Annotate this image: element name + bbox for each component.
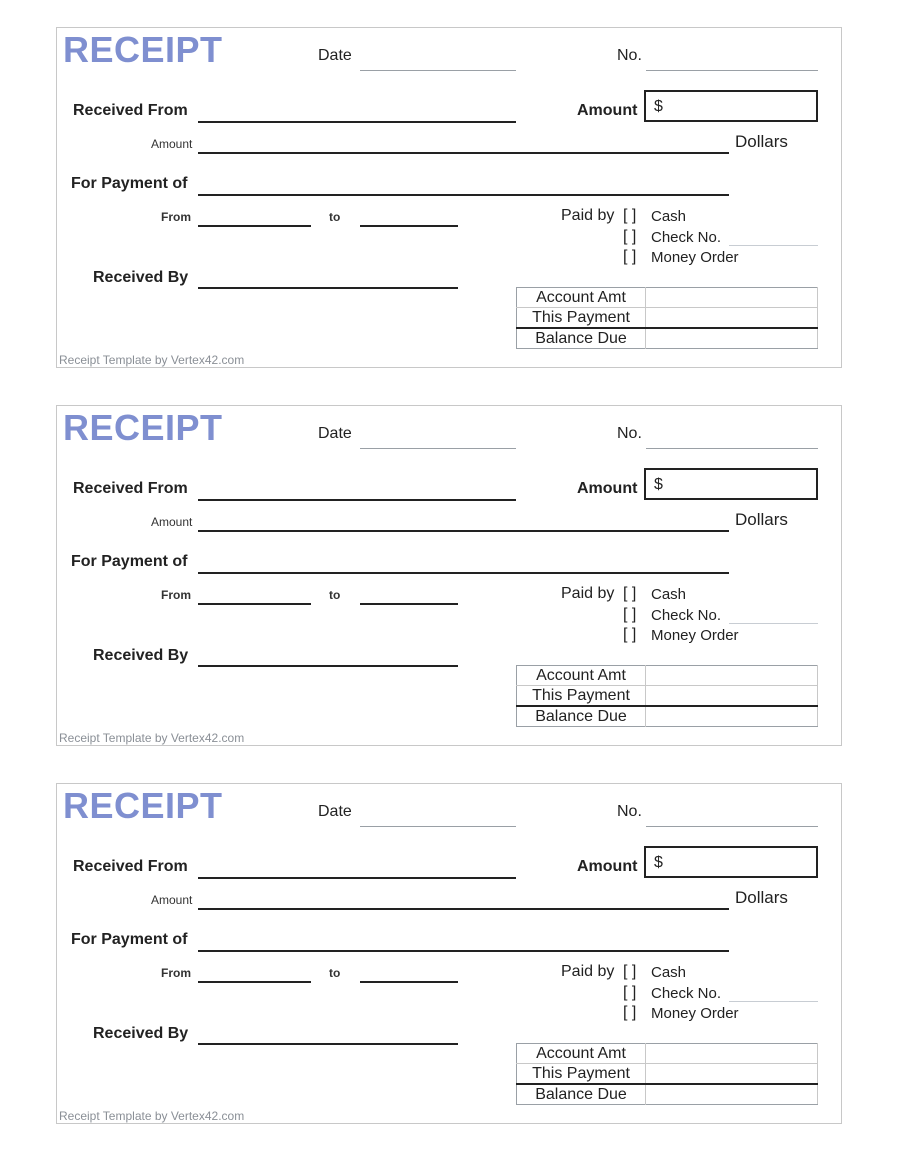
money-order-option: Money Order (651, 1005, 739, 1022)
dollars-label: Dollars (735, 510, 788, 529)
this-payment-value[interactable] (646, 686, 818, 707)
check-number-field[interactable] (729, 1001, 818, 1002)
dollars-label: Dollars (735, 888, 788, 907)
received-from-label: Received From (73, 480, 188, 497)
paid-by-label: Paid by (561, 207, 615, 224)
amount-words-label: Amount (151, 893, 193, 907)
check-number-field[interactable] (729, 623, 818, 624)
cash-option: Cash (651, 964, 687, 981)
check-number-field[interactable] (729, 245, 818, 246)
number-field[interactable] (646, 448, 818, 449)
date-label: Date (318, 803, 352, 820)
received-by-field[interactable] (198, 665, 458, 667)
paid-by-label: Paid by (561, 585, 615, 602)
amount-words-field[interactable] (198, 530, 729, 532)
cash-checkbox[interactable]: [ ] (623, 585, 637, 602)
account-amt-label: Account Amt (517, 666, 646, 686)
money-order-checkbox[interactable]: [ ] (623, 248, 637, 265)
money-order-checkbox[interactable]: [ ] (623, 1004, 637, 1021)
this-payment-row (517, 308, 818, 329)
amount-label: Amount (577, 102, 638, 119)
amount-label: Amount (577, 480, 638, 497)
balance-due-label: Balance Due (517, 706, 646, 727)
balance-due-row (517, 1084, 818, 1105)
dollar-sign: $ (654, 476, 663, 493)
to-field[interactable] (360, 981, 458, 983)
money-order-option: Money Order (651, 627, 739, 644)
received-by-field[interactable] (198, 287, 458, 289)
date-label: Date (318, 425, 352, 442)
number-label: No. (617, 47, 642, 64)
amount-words-field[interactable] (198, 908, 729, 910)
this-payment-label: This Payment (517, 686, 646, 707)
receipt-title: RECEIPT (63, 785, 223, 826)
for-payment-label: For Payment of (71, 553, 188, 570)
received-from-label: Received From (73, 102, 188, 119)
balance-due-value[interactable] (646, 328, 818, 349)
account-amt-label: Account Amt (517, 1044, 646, 1064)
received-from-label: Received From (73, 858, 188, 875)
balance-due-label: Balance Due (517, 1084, 646, 1105)
money-order-option: Money Order (651, 249, 739, 266)
received-from-field[interactable] (198, 499, 516, 501)
account-amt-value[interactable] (646, 288, 818, 308)
receipt-title: RECEIPT (63, 29, 223, 70)
to-field[interactable] (360, 603, 458, 605)
balance-table (516, 1043, 818, 1105)
account-amt-value[interactable] (646, 666, 818, 686)
from-label: From (161, 210, 191, 224)
balance-due-value[interactable] (646, 1084, 818, 1105)
balance-due-label: Balance Due (517, 328, 646, 349)
amount-field[interactable] (644, 846, 818, 878)
check-option: Check No. (651, 229, 722, 246)
dollar-sign: $ (654, 98, 663, 115)
for-payment-label: For Payment of (71, 175, 188, 192)
amount-words-label: Amount (151, 137, 193, 151)
balance-table (516, 665, 818, 727)
dollar-sign: $ (654, 854, 663, 871)
date-field[interactable] (360, 70, 516, 71)
amount-words-label: Amount (151, 515, 193, 529)
account-amt-value[interactable] (646, 1044, 818, 1064)
amount-words-field[interactable] (198, 152, 729, 154)
dollars-label: Dollars (735, 132, 788, 151)
date-field[interactable] (360, 448, 516, 449)
for-payment-field[interactable] (198, 194, 729, 196)
date-label: Date (318, 47, 352, 64)
number-label: No. (617, 803, 642, 820)
this-payment-label: This Payment (517, 308, 646, 329)
footer-credit: Receipt Template by Vertex42.com (59, 731, 245, 745)
check-checkbox[interactable]: [ ] (623, 228, 637, 245)
number-label: No. (617, 425, 642, 442)
receipt-form (56, 27, 842, 368)
this-payment-value[interactable] (646, 308, 818, 329)
this-payment-row (517, 686, 818, 707)
check-checkbox[interactable]: [ ] (623, 606, 637, 623)
check-option: Check No. (651, 607, 722, 624)
from-field[interactable] (198, 225, 311, 227)
balance-table (516, 287, 818, 349)
from-label: From (161, 588, 191, 602)
amount-label: Amount (577, 858, 638, 875)
for-payment-label: For Payment of (71, 931, 188, 948)
date-field[interactable] (360, 826, 516, 827)
received-by-label: Received By (93, 269, 189, 286)
account-amt-row (517, 288, 818, 308)
amount-field[interactable] (644, 90, 818, 122)
receipt-form (56, 783, 842, 1124)
to-field[interactable] (360, 225, 458, 227)
for-payment-field[interactable] (198, 950, 729, 952)
balance-due-value[interactable] (646, 706, 818, 727)
received-by-label: Received By (93, 1025, 189, 1042)
this-payment-value[interactable] (646, 1064, 818, 1085)
from-label: From (161, 966, 191, 980)
footer-credit: Receipt Template by Vertex42.com (59, 1109, 245, 1123)
receipt-form (56, 405, 842, 746)
footer-credit: Receipt Template by Vertex42.com (59, 353, 245, 367)
received-by-field[interactable] (198, 1043, 458, 1045)
account-amt-label: Account Amt (517, 288, 646, 308)
from-field[interactable] (198, 603, 311, 605)
number-field[interactable] (646, 70, 818, 71)
to-label: to (329, 966, 341, 980)
receipt-title: RECEIPT (63, 407, 223, 448)
for-payment-field[interactable] (198, 572, 729, 574)
cash-checkbox[interactable]: [ ] (623, 963, 637, 980)
to-label: to (329, 588, 341, 602)
account-amt-row (517, 1044, 818, 1064)
balance-due-row (517, 706, 818, 727)
account-amt-row (517, 666, 818, 686)
received-from-field[interactable] (198, 121, 516, 123)
from-field[interactable] (198, 981, 311, 983)
amount-field[interactable] (644, 468, 818, 500)
balance-due-row (517, 328, 818, 349)
cash-checkbox[interactable]: [ ] (623, 207, 637, 224)
paid-by-label: Paid by (561, 963, 615, 980)
number-field[interactable] (646, 826, 818, 827)
check-checkbox[interactable]: [ ] (623, 984, 637, 1001)
received-from-field[interactable] (198, 877, 516, 879)
received-by-label: Received By (93, 647, 189, 664)
money-order-checkbox[interactable]: [ ] (623, 626, 637, 643)
to-label: to (329, 210, 341, 224)
cash-option: Cash (651, 208, 687, 225)
this-payment-row (517, 1064, 818, 1085)
check-option: Check No. (651, 985, 722, 1002)
this-payment-label: This Payment (517, 1064, 646, 1085)
cash-option: Cash (651, 586, 687, 603)
